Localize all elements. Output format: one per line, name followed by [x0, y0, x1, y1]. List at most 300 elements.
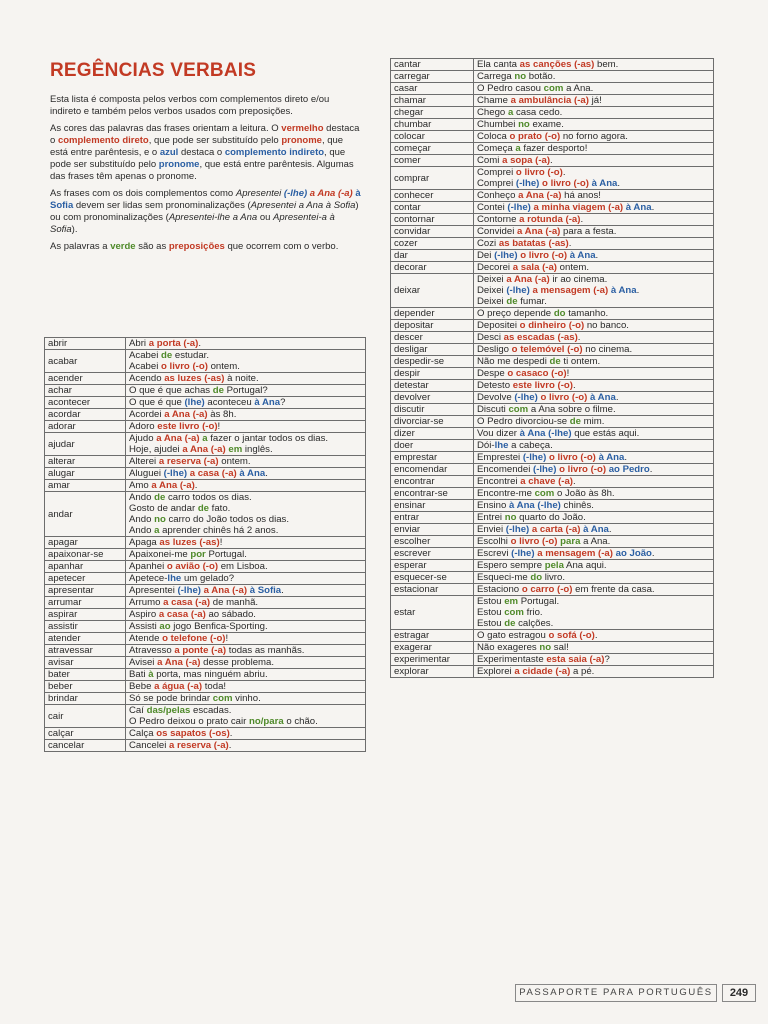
text-segment: carro do João todos os dias.	[165, 514, 290, 525]
text-segment: .	[651, 548, 655, 559]
example-cell	[474, 368, 714, 380]
example-sentence	[477, 71, 710, 82]
text-segment: fazer o jantar todos os dias.	[207, 433, 329, 444]
verb-cell: apanhar	[45, 561, 126, 573]
example-sentence	[129, 621, 362, 632]
example-sentence	[477, 190, 710, 201]
highlighted-text: no	[154, 514, 166, 525]
text-segment: Portugal.	[518, 596, 560, 607]
example-cell	[126, 561, 366, 573]
example-cell	[126, 433, 366, 456]
text-segment: Atende	[129, 633, 163, 644]
text-segment: O gato estragou	[477, 630, 549, 641]
table-row	[391, 274, 714, 308]
text-segment: Ajudo	[129, 433, 157, 444]
example-sentence	[477, 202, 710, 213]
text-segment: Alterei	[129, 456, 159, 467]
example-sentence	[477, 584, 710, 595]
highlighted-text: a Ana (-a)	[309, 188, 353, 199]
table-row	[45, 740, 366, 752]
example-cell	[126, 492, 366, 537]
highlighted-text: à	[148, 669, 154, 680]
example-cell	[126, 585, 366, 597]
table-row	[391, 584, 714, 596]
text-segment: ontem.	[207, 361, 240, 372]
text-segment: Atravesso	[129, 645, 175, 656]
table-row	[391, 512, 714, 524]
verb-cell: cancelar	[45, 740, 126, 752]
table-row	[391, 476, 714, 488]
verb-cell: depositar	[391, 320, 474, 332]
example-sentence	[477, 59, 710, 70]
example-cell	[126, 681, 366, 693]
example-cell	[126, 385, 366, 397]
text-segment: .	[194, 480, 198, 491]
example-sentence	[129, 573, 362, 584]
verb-cell: cozer	[391, 238, 474, 250]
highlighted-text: de	[549, 356, 561, 367]
example-cell	[474, 202, 714, 214]
highlighted-text: ao Pedro	[608, 464, 650, 475]
example-sentence	[477, 262, 710, 273]
verb-cell: deixar	[391, 274, 474, 308]
table-row	[391, 83, 714, 95]
verb-cell: descer	[391, 332, 474, 344]
table-row	[391, 560, 714, 572]
example-sentence	[129, 693, 362, 704]
table-row	[391, 572, 714, 584]
text-segment: Chame	[477, 95, 511, 106]
table-row	[45, 468, 366, 480]
highlighted-text: no	[514, 71, 527, 82]
text-segment: Cancelei	[129, 740, 169, 751]
highlighted-text: a mensagem (-a)	[532, 285, 609, 296]
highlighted-text: o livro (-o)	[161, 361, 208, 372]
example-cell	[474, 250, 714, 262]
highlighted-text: em	[228, 444, 243, 455]
table-row	[45, 397, 366, 409]
text-segment: , que está entre parêntesis, e o	[50, 135, 344, 158]
text-segment: Devolve	[477, 392, 515, 403]
example-cell	[126, 669, 366, 681]
example-sentence	[477, 524, 710, 535]
table-row	[391, 666, 714, 678]
highlighted-text: os sapatos (-os)	[156, 728, 230, 739]
example-cell	[474, 560, 714, 572]
highlighted-text: as batatas (-as)	[498, 238, 569, 249]
example-sentence	[129, 585, 362, 596]
verb-cell: acordar	[45, 409, 126, 421]
text-segment: a Ana sobre o filme.	[528, 404, 616, 415]
example-cell	[126, 657, 366, 669]
example-sentence	[129, 716, 362, 727]
table-row	[391, 202, 714, 214]
verb-cell: alugar	[45, 468, 126, 480]
verb-cell: despir	[391, 368, 474, 380]
example-cell	[474, 320, 714, 332]
text-segment: .	[550, 155, 553, 166]
example-cell	[474, 308, 714, 320]
highlighted-text: à Ana	[598, 452, 625, 463]
example-cell	[126, 645, 366, 657]
verb-cell: chumbar	[391, 119, 474, 131]
example-cell	[474, 476, 714, 488]
text-segment: ou	[257, 212, 274, 223]
text-segment: Comprei	[477, 167, 516, 178]
text-segment: exame.	[529, 119, 564, 130]
example-sentence	[477, 500, 710, 511]
text-segment: no cinema.	[582, 344, 633, 355]
example-cell	[474, 440, 714, 452]
verb-cell: abrir	[45, 338, 126, 350]
page-title: REGÊNCIAS VERBAIS	[50, 60, 257, 81]
text-segment: ?	[604, 654, 610, 665]
intro-paragraph	[50, 241, 362, 253]
example-sentence	[477, 642, 710, 653]
text-segment: já!	[588, 95, 602, 106]
example-cell	[126, 480, 366, 492]
example-cell	[474, 167, 714, 190]
text-segment: Não exageres	[477, 642, 540, 653]
highlighted-text: a casa (-a)	[158, 609, 206, 620]
text-segment: !	[566, 368, 570, 379]
example-cell	[474, 404, 714, 416]
example-cell	[474, 71, 714, 83]
text-segment: .	[636, 285, 640, 296]
table-row	[391, 500, 714, 512]
example-cell	[474, 274, 714, 308]
text-segment: destaca o	[178, 147, 225, 158]
example-sentence	[129, 480, 362, 491]
example-sentence	[129, 561, 362, 572]
text-segment: .	[617, 178, 621, 189]
text-segment: mim.	[580, 416, 605, 427]
table-row	[391, 131, 714, 143]
example-sentence	[477, 178, 710, 189]
table-row	[45, 681, 366, 693]
text-segment: a Ana.	[563, 83, 594, 94]
text-segment: são as	[135, 241, 169, 252]
text-segment: todas as manhãs.	[226, 645, 305, 656]
text-segment: ir ao cinema.	[549, 274, 608, 285]
example-sentence	[129, 444, 362, 455]
table-row	[391, 452, 714, 464]
highlighted-text: o livro (-o)	[559, 464, 607, 475]
example-cell	[126, 409, 366, 421]
highlighted-text: à Ana	[625, 202, 652, 213]
text-segment: frio.	[523, 607, 543, 618]
verb-cell: atravessar	[45, 645, 126, 657]
text-segment: Aspiro	[129, 609, 159, 620]
example-cell	[126, 693, 366, 705]
intro-paragraph	[50, 123, 362, 183]
text-segment: de manhã.	[210, 597, 259, 608]
text-segment: carro todos os dias.	[165, 492, 252, 503]
text-segment: Encomendei	[477, 464, 533, 475]
page-number: 249	[722, 984, 756, 1002]
verb-cell: contornar	[391, 214, 474, 226]
text-segment: o chão.	[283, 716, 318, 727]
highlighted-text: de	[197, 503, 210, 514]
text-segment: em frente da casa.	[572, 584, 655, 595]
table-row	[391, 71, 714, 83]
verb-cell: decorar	[391, 262, 474, 274]
verb-cell: avisar	[45, 657, 126, 669]
example-sentence	[129, 740, 362, 751]
verb-cell: comer	[391, 155, 474, 167]
highlighted-text: a porta (-a)	[148, 338, 199, 349]
table-row	[45, 657, 366, 669]
example-sentence	[129, 633, 362, 644]
example-sentence	[129, 468, 362, 479]
text-segment: Arrumo	[129, 597, 164, 608]
example-cell	[126, 456, 366, 468]
highlighted-text: no/para	[249, 716, 284, 727]
text-segment: Esta lista é composta pelos verbos com complementos direto e/ou indireto e também pelos verbos usados com preposições.	[50, 94, 330, 117]
example-cell	[474, 344, 714, 356]
text-segment: às 8h.	[207, 409, 237, 420]
highlighted-text: este livro (-o)	[512, 380, 573, 391]
example-sentence	[477, 560, 710, 571]
example-sentence	[129, 549, 362, 560]
table-row	[45, 409, 366, 421]
highlighted-text: a mensagem (-a)	[537, 548, 613, 559]
table-row	[391, 332, 714, 344]
example-sentence	[477, 285, 710, 296]
text-segment: ti ontem.	[560, 356, 601, 367]
text-segment: Explorei	[477, 666, 515, 677]
text-segment: .	[281, 585, 284, 596]
text-segment: !	[225, 633, 229, 644]
left-column	[44, 60, 368, 258]
text-segment: Caí	[129, 705, 147, 716]
highlighted-text: azul	[159, 147, 179, 158]
text-segment: sal!	[551, 642, 569, 653]
table-row	[391, 95, 714, 107]
text-segment: Apetece-	[129, 573, 168, 584]
example-sentence	[477, 296, 710, 307]
highlighted-text: (-lhe)	[514, 392, 538, 403]
verb-cell: aspirar	[45, 609, 126, 621]
text-segment: Hoje, ajudei	[129, 444, 183, 455]
example-cell	[474, 642, 714, 654]
verb-cell: contar	[391, 202, 474, 214]
text-segment: As palavras a	[50, 241, 111, 252]
table-row	[391, 107, 714, 119]
text-segment: Encontrei	[477, 476, 521, 487]
highlighted-text: do	[553, 308, 566, 319]
highlighted-text: pronome	[281, 135, 322, 146]
verb-cell: estar	[391, 596, 474, 630]
verb-cell: entrar	[391, 512, 474, 524]
verb-cell: acabar	[45, 350, 126, 373]
text-segment: Enviei	[477, 524, 506, 535]
highlighted-text: a reserva (-a)	[158, 456, 219, 467]
highlighted-text: Apresentei-lhe a Ana	[168, 212, 258, 223]
text-segment: Coloca	[477, 131, 510, 142]
highlighted-text: as escadas (-as)	[503, 332, 578, 343]
highlighted-text: o livro (-o)	[515, 167, 563, 178]
text-segment: Deixei	[477, 274, 507, 285]
example-sentence	[129, 514, 362, 525]
example-sentence	[477, 332, 710, 343]
highlighted-text: a	[515, 143, 521, 154]
verb-cell: esperar	[391, 560, 474, 572]
highlighted-text: de	[506, 296, 518, 307]
text-segment: Portugal?	[223, 385, 268, 396]
table-row	[45, 350, 366, 373]
verb-cell: dar	[391, 250, 474, 262]
table-row	[45, 492, 366, 537]
verb-table-left	[44, 337, 366, 752]
table-row	[391, 596, 714, 630]
intro-paragraph	[50, 188, 362, 236]
verb-cell: andar	[45, 492, 126, 537]
text-segment: desse problema.	[200, 657, 275, 668]
text-segment: Ela canta	[477, 59, 520, 70]
text-segment: .	[573, 476, 576, 487]
highlighted-text: a Ana (-a)	[157, 657, 201, 668]
verb-cell: calçar	[45, 728, 126, 740]
highlighted-text: (-lhe)	[506, 285, 530, 296]
highlighted-text: a minha viagem (-a)	[533, 202, 624, 213]
example-cell	[474, 332, 714, 344]
example-cell	[474, 59, 714, 71]
text-segment: Aluguei	[129, 468, 164, 479]
text-segment: quarto do João.	[516, 512, 586, 523]
example-cell	[126, 350, 366, 373]
highlighted-text: à Ana	[610, 285, 637, 296]
table-row	[391, 416, 714, 428]
highlighted-text: pela	[544, 560, 564, 571]
example-cell	[126, 373, 366, 385]
table-row	[391, 167, 714, 190]
text-segment: no banco.	[584, 320, 629, 331]
highlighted-text: a Ana (-a)	[506, 274, 550, 285]
highlighted-text: a Ana (-a)	[182, 444, 226, 455]
table-row	[45, 597, 366, 609]
text-segment: Contei	[477, 202, 508, 213]
example-sentence	[477, 107, 710, 118]
highlighted-text: (-lhe)	[163, 468, 188, 479]
text-segment: Acabei	[129, 361, 161, 372]
verb-cell: exagerar	[391, 642, 474, 654]
example-sentence	[477, 572, 710, 583]
example-sentence	[477, 83, 710, 94]
text-segment: Entrei	[477, 512, 505, 523]
example-sentence	[129, 537, 362, 548]
example-sentence	[477, 356, 710, 367]
table-row	[391, 524, 714, 536]
verb-cell: ensinar	[391, 500, 474, 512]
table-row	[45, 561, 366, 573]
text-segment: .	[651, 202, 655, 213]
table-row	[391, 642, 714, 654]
example-cell	[474, 596, 714, 630]
example-sentence	[129, 361, 362, 372]
text-segment: Ando	[129, 514, 155, 525]
text-segment: .	[572, 380, 576, 391]
text-segment: Carrega	[477, 71, 515, 82]
example-cell	[474, 416, 714, 428]
verb-cell: adorar	[45, 421, 126, 433]
text-segment: Estou	[477, 596, 505, 607]
verb-cell: alterar	[45, 456, 126, 468]
book-title-footer: PASSAPORTE PARA PORTUGUÊS	[515, 984, 717, 1002]
example-sentence	[477, 274, 710, 285]
highlighted-text: à Sofia	[50, 188, 361, 211]
text-segment: à noite.	[224, 373, 259, 384]
verb-cell: comprar	[391, 167, 474, 190]
table-row	[391, 308, 714, 320]
example-sentence	[129, 503, 362, 514]
highlighted-text: com	[504, 607, 524, 618]
text-segment: Experimentaste	[477, 654, 547, 665]
text-segment: Ando	[129, 525, 155, 536]
text-segment: destaca o	[50, 123, 360, 146]
table-row	[391, 654, 714, 666]
table-row	[391, 440, 714, 452]
text-segment: Avisei	[129, 657, 158, 668]
example-cell	[474, 262, 714, 274]
text-segment: Escolhi	[477, 536, 511, 547]
highlighted-text: a rotunda (-a)	[519, 214, 581, 225]
example-cell	[126, 537, 366, 549]
verb-cell: brindar	[45, 693, 126, 705]
example-sentence	[477, 464, 710, 475]
text-segment: devem ser lidas sem pronominalizações (	[73, 200, 251, 211]
example-sentence	[477, 226, 710, 237]
highlighted-text: o sofá (-o)	[548, 630, 595, 641]
highlighted-text: a Ana (-a)	[164, 409, 208, 420]
example-cell	[474, 392, 714, 404]
table-row	[45, 537, 366, 549]
text-segment: Apaixonei-me	[129, 549, 191, 560]
verb-cell: escolher	[391, 536, 474, 548]
table-row	[391, 404, 714, 416]
highlighted-text: de	[569, 416, 581, 427]
example-cell	[474, 214, 714, 226]
text-segment: Emprestei	[477, 452, 523, 463]
verb-cell: amar	[45, 480, 126, 492]
text-segment: .	[228, 740, 232, 751]
highlighted-text: esta saia (-a)	[546, 654, 605, 665]
text-segment: Amo	[129, 480, 152, 491]
verb-cell: bater	[45, 669, 126, 681]
table-row	[391, 226, 714, 238]
highlighted-text: complemento direto	[57, 135, 149, 146]
text-segment: no forno agora.	[560, 131, 628, 142]
verb-cell: acontecer	[45, 397, 126, 409]
table-row	[45, 456, 366, 468]
highlighted-text: este livro (-o)	[157, 421, 218, 432]
verb-cell: estragar	[391, 630, 474, 642]
text-segment: a cabeça.	[508, 440, 553, 451]
text-segment: Convidei	[477, 226, 517, 237]
text-segment: O Pedro deixou o prato cair	[129, 716, 249, 727]
text-segment: , que pode ser substituído pelo	[148, 135, 282, 146]
highlighted-text: o livro (-o)	[542, 178, 589, 189]
example-sentence	[477, 344, 710, 355]
text-segment: Ensino	[477, 500, 509, 511]
highlighted-text: à Ana	[583, 524, 609, 535]
verb-cell: beber	[45, 681, 126, 693]
text-segment: .	[595, 250, 599, 261]
text-segment: toda!	[202, 681, 227, 692]
example-cell	[126, 421, 366, 433]
highlighted-text: (-lhe)	[177, 585, 201, 596]
highlighted-text: o livro (-o)	[540, 392, 588, 403]
